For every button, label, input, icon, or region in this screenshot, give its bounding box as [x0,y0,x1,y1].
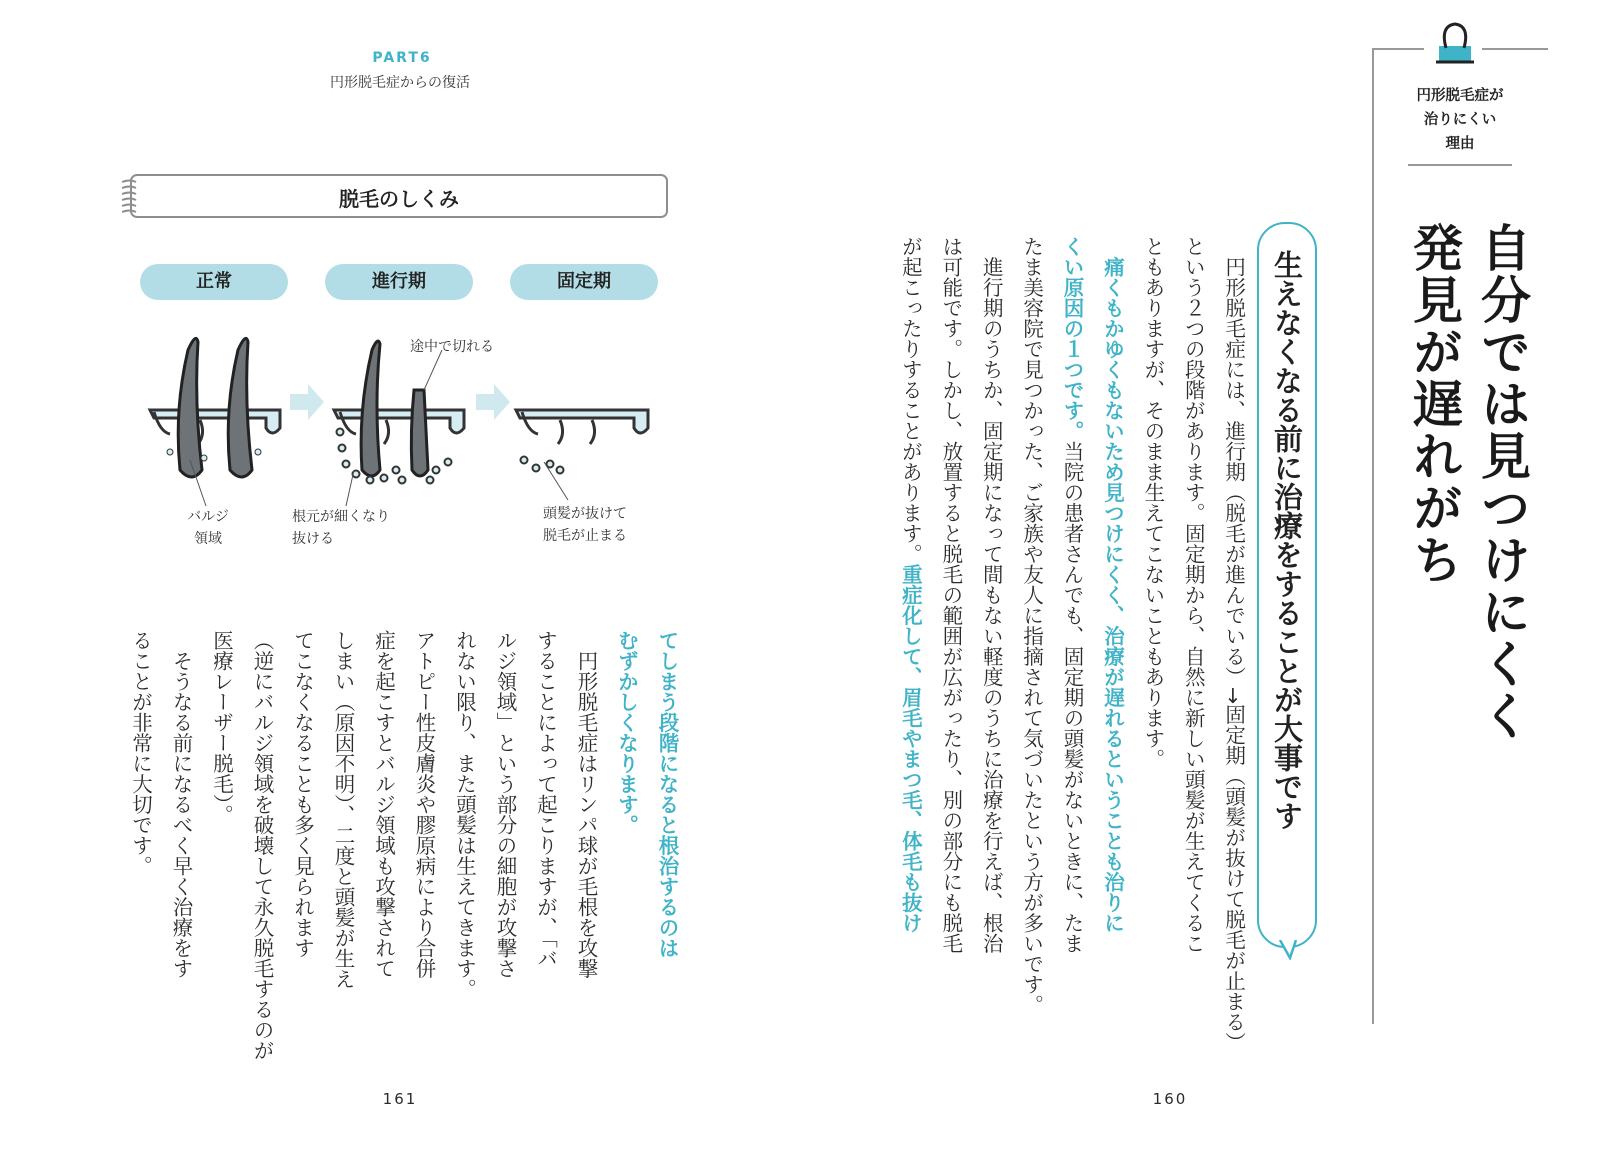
section-tag-line: 治りにくい [1423,112,1497,128]
highlight-text: 痛くもかゆくもないため見つけにくく、治療が遅れるということも治りに [1100,236,1125,933]
highlight-text: 重症化して、眉毛やまつ毛、体毛も抜け [898,564,923,933]
caption-line: 頭髪が抜けて [543,506,627,522]
page-number-left: 161 [382,1090,418,1108]
frame-line [1372,48,1374,1024]
text-column: てしまう段階になると根治するのは [655,630,679,958]
text-column [1052,236,1092,1036]
subtitle: 生えなくなる前に治療をすることが大事です [1270,250,1304,830]
page-number-right: 160 [1152,1090,1188,1108]
main-title [1400,222,1536,782]
left-body-text [120,630,687,1061]
part-label: PART6 [372,50,432,66]
caption-line: 根元が細くなり [292,509,390,525]
speech-bubble-tail-icon [1278,940,1300,960]
caption-root-thin [292,506,422,550]
text-column: 円形脱毛症はリンパ球が毛根を攻撃 [574,630,598,979]
text-column: ルジ領域」という部分の細胞が攻撃さ [493,630,517,979]
highlight-text: くい原因の１つです。 [1060,236,1085,441]
text-column: （逆にバルジ領域を破壊して永久脱毛するのが [250,630,274,1061]
text-column: することによって起こりますが、「バ [533,630,558,969]
section-tag [1388,84,1532,156]
text-column: 円形脱毛症には、進行期（脱毛が進んでいる）→固定期（頭髪が抜けて脱毛が止まる） [1221,236,1246,1053]
text-column: たま美容院で見つかった、ご家族や友人に指摘されて気づいたという方が多いです。 [1019,236,1044,1015]
text-column: アトピー性皮膚炎や膠原病により合併 [412,630,436,979]
body-text: が起こったりすることがあります。 [898,236,923,564]
text-column: 進行期のうちか、固定期になって間もない軽度のうちに治療を行えば、根治 [979,236,1004,954]
caption-line: 領域 [194,531,222,547]
stage-progress-pill: 進行期 [325,264,473,300]
text-column: しまい（原因不明）、二度と頭髪が生え [331,630,355,989]
text-column: れない限り、また頭髪は生えてきます。 [452,630,477,999]
caption-hair-fallen [530,503,640,547]
caption-cut-midway: 途中で切れる [410,339,494,355]
caption-bulge-region [176,506,240,550]
text-column: てこなくなることも多く見られます [290,630,315,958]
section-tag-line: 理由 [1445,136,1475,152]
caption-line: 抜ける [292,531,334,547]
text-column [890,236,930,1036]
text-column: むずかしくなります。 [614,630,639,835]
text-column: そうなる前になるべく早く治療をす [169,630,193,979]
hair-follicle-illustration [140,320,660,520]
caption-line: 脱毛が止まる [543,528,627,544]
right-body-text [890,236,1254,1053]
caption-line: バルジ [187,509,229,525]
part-subtitle: 円形脱毛症からの復活 [330,75,470,91]
text-column: ともありますが、そのまま生えてこないこともあります。 [1140,236,1165,769]
text-column: 医療レーザー脱毛）。 [209,630,234,825]
main-title-line: 発見が遅れがち [1405,222,1463,586]
section-tag-underline [1408,164,1512,166]
section-tag-line: 円形脱毛症が [1416,88,1504,104]
text-column: という２つの段階があります。固定期から、自然に新しい頭髪が生えてくるこ [1181,236,1206,954]
text-column [1092,236,1132,1036]
main-title-line: 自分では見つけにくく [1473,222,1531,742]
body-text: 当院の患者さんでも、固定期の頭髪がないときに、たま [1060,441,1085,954]
frame-line [1482,48,1548,50]
frame-line [1372,48,1424,50]
arrow-right-icon [290,384,324,420]
stage-fixed-pill: 固定期 [510,264,658,300]
text-column: ることが非常に大切です。 [128,630,153,876]
binder-clip-icon [1430,18,1480,64]
text-column: は可能です。しかし、放置すると脱毛の範囲が広がったり、別の部分にも脱毛 [938,236,963,954]
diagram-title: 脱毛のしくみ [339,187,459,211]
arrow-right-icon [476,384,510,420]
stage-normal-pill: 正常 [140,264,288,300]
text-column: 症を起こすとバルジ領域も攻撃されて [371,630,396,979]
